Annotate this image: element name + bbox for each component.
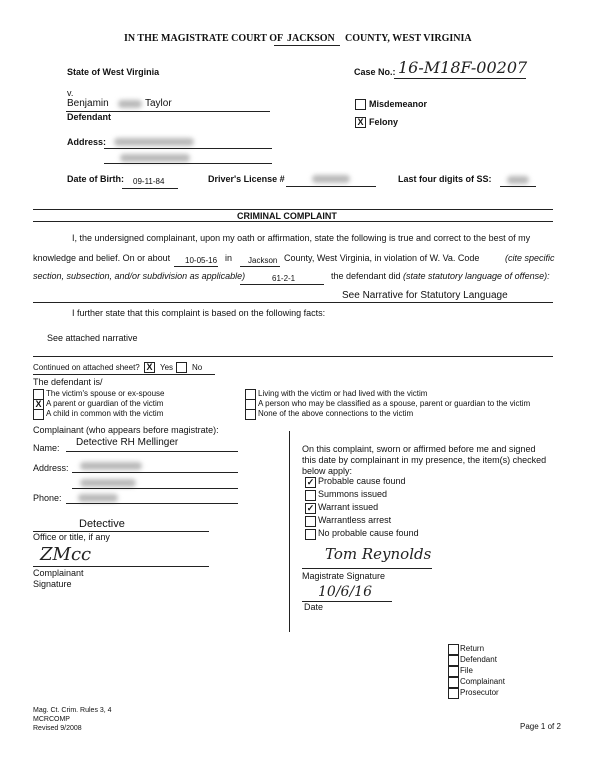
redacted-middle-name — [118, 100, 142, 108]
prosecutor-checkbox[interactable] — [448, 688, 459, 699]
warrant-label: Warrant issued — [318, 502, 379, 512]
offense-county: Jackson — [248, 256, 278, 265]
footer-rules: Mag. Ct. Crim. Rules 3, 4 — [33, 707, 112, 714]
felony-label: Felony — [369, 117, 399, 127]
defendant-did-label: the defendant did — [331, 271, 401, 281]
magistrate-section-divider — [289, 431, 290, 632]
complainant-address-line-1 — [72, 472, 238, 473]
continued-no-checkbox[interactable] — [176, 362, 187, 373]
magistrate-signature-line — [302, 568, 432, 569]
magistrate-date-label: Date — [304, 602, 324, 612]
probable-cause-checkbox[interactable]: ✓ — [306, 477, 315, 487]
title-bottom-rule — [33, 221, 553, 222]
county-underline — [274, 45, 340, 46]
misdemeanor-checkbox[interactable] — [355, 99, 366, 110]
magistrate-signature-label: Magistrate Signature — [302, 571, 386, 581]
child-in-common-checkbox[interactable] — [33, 409, 44, 420]
in-label: in — [225, 253, 233, 263]
complainant-signature-line — [33, 566, 209, 567]
continued-rule — [33, 374, 215, 375]
statutory-line — [33, 302, 553, 303]
complainant-address-line-2 — [72, 488, 238, 489]
complainant-heading: Complainant (who appears before magistrate): — [33, 425, 219, 435]
redacted-complainant-address-1 — [80, 462, 142, 470]
ss-label: Last four digits of SS: — [398, 174, 492, 184]
redacted-ss — [507, 176, 529, 184]
parent-guardian-checkbox[interactable]: X — [33, 399, 44, 410]
case-no-value: 16-M18F-00207 — [398, 58, 528, 77]
subsection-label: section, subsection, and/or subdivision as applicable) — [33, 271, 246, 281]
redacted-license — [312, 175, 350, 183]
warrant-checkbox[interactable]: ✓ — [306, 503, 315, 513]
page-number: Page 1 of 2 — [520, 722, 561, 731]
complainant-phone-label: Phone: — [33, 493, 62, 503]
none-of-above-checkbox[interactable] — [245, 409, 256, 420]
oath-statement: I, the undersigned complainant, upon my oath or affirmation, state the following is true and correct to the best of my — [72, 233, 531, 243]
complainant-copy-label: Complainant — [460, 677, 505, 686]
continued-label: Continued on attached sheet? — [33, 363, 140, 372]
classified-person-label: A person who may be classified as a spouse, parent or guardian to the victim — [258, 399, 531, 408]
file-label: File — [460, 666, 473, 675]
dob-label: Date of Birth: — [67, 174, 124, 184]
summons-label: Summons issued — [318, 489, 388, 499]
on-or-about-label: knowledge and belief. On or about — [33, 253, 171, 263]
ss-line — [500, 186, 536, 187]
defendant-copy-label: Defendant — [460, 655, 497, 664]
complainant-signature-label-2: Signature — [33, 579, 72, 589]
footer-form-id: MCRCOMP — [33, 716, 70, 723]
prosecutor-label: Prosecutor — [460, 688, 499, 697]
defendant-copy-checkbox[interactable] — [448, 655, 459, 666]
redacted-complainant-address-2 — [80, 479, 136, 487]
magistrate-text-3: below apply: — [302, 466, 353, 476]
misdemeanor-label: Misdemeanor — [369, 99, 428, 109]
complainant-name-value: Detective RH Mellinger — [76, 437, 179, 448]
footer-revised: Revised 9/2008 — [33, 725, 82, 732]
none-of-above-label: None of the above connections to the victim — [258, 409, 414, 418]
magistrate-text-1: On this complaint, sworn or affirmed before me and signed — [302, 444, 536, 454]
drivers-license-label: Driver's License # — [208, 174, 285, 184]
magistrate-date-value: 10/6/16 — [318, 584, 372, 600]
file-checkbox[interactable] — [448, 666, 459, 677]
parent-guardian-label: A parent or guardian of the victim — [46, 399, 164, 408]
living-with-label: Living with the victim or had lived with the victim — [258, 389, 428, 398]
magistrate-signature: Tom Reynolds — [325, 545, 432, 563]
warrantless-arrest-label: Warrantless arrest — [318, 515, 392, 525]
code-section-value: 61-2-1 — [272, 274, 296, 283]
redacted-address-1 — [114, 138, 194, 146]
facts-line — [33, 356, 553, 357]
cite-specific-label: (cite specific — [505, 253, 555, 263]
no-label: No — [192, 363, 203, 372]
spouse-label: The victim's spouse or ex-spouse — [46, 389, 165, 398]
complainant-copy-checkbox[interactable] — [448, 677, 459, 688]
continued-yes-checkbox[interactable]: X — [144, 362, 155, 373]
complaint-title: CRIMINAL COMPLAINT — [237, 211, 337, 221]
code-section-line — [240, 284, 324, 285]
facts-value: See attached narrative — [47, 333, 138, 343]
state-label: State of West Virginia — [67, 67, 160, 77]
probable-cause-label: Probable cause found — [318, 476, 406, 486]
facts-label: I further state that this complaint is based on the following facts: — [72, 308, 326, 318]
redacted-address-2 — [120, 154, 190, 162]
address-line-2 — [104, 163, 272, 164]
yes-label: Yes — [160, 363, 174, 372]
summons-checkbox[interactable] — [305, 490, 316, 501]
defendant-last-name: Taylor — [145, 98, 172, 109]
complainant-name-label: Name: — [33, 443, 60, 453]
case-no-label: Case No.: — [354, 67, 396, 77]
office-title-label: Office or title, if any — [33, 532, 110, 542]
no-probable-cause-checkbox[interactable] — [305, 529, 316, 540]
complainant-signature-label-1: Complainant — [33, 568, 84, 578]
court-header-suffix: COUNTY, WEST VIRGINIA — [345, 33, 472, 44]
complainant-name-line — [66, 451, 238, 452]
offense-county-line — [240, 266, 280, 267]
v-label: v. — [67, 88, 74, 98]
address-line-1 — [104, 148, 272, 149]
dob-line — [122, 188, 178, 189]
address-label: Address: — [67, 137, 107, 147]
no-probable-cause-label: No probable cause found — [318, 528, 419, 538]
code-violation-label: County, West Virginia, in violation of W. Va. Code — [284, 253, 480, 263]
child-in-common-label: A child in common with the victim — [46, 409, 164, 418]
offense-date-line — [174, 266, 218, 267]
court-county: JACKSON — [287, 33, 335, 44]
felony-checkbox[interactable]: X — [355, 117, 366, 128]
redacted-complainant-phone — [78, 494, 118, 502]
statutory-language-value: See Narrative for Statutory Language — [342, 290, 508, 301]
complainant-phone-line — [66, 503, 238, 504]
case-no-line — [394, 78, 526, 79]
license-line — [286, 186, 376, 187]
title-top-rule — [33, 209, 553, 210]
statutory-language-label: (state statutory language of offense): — [403, 271, 550, 281]
return-checkbox[interactable] — [448, 644, 459, 655]
dob-value: 09-11-84 — [133, 177, 165, 186]
complainant-title-value: Detective — [79, 518, 125, 530]
court-header-prefix: IN THE MAGISTRATE COURT OF — [124, 33, 284, 44]
complainant-address-label: Address: — [33, 463, 69, 473]
return-label: Return — [460, 644, 485, 653]
relationship-heading: The defendant is/ — [33, 377, 103, 387]
complainant-signature: ZMcc — [40, 544, 92, 565]
warrantless-arrest-checkbox[interactable] — [305, 516, 316, 527]
magistrate-text-2: this date by complainant in my presence, the item(s) checked — [302, 455, 547, 465]
offense-date: 10-05-16 — [185, 256, 218, 265]
defendant-label: Defendant — [67, 112, 112, 122]
defendant-first-name: Benjamin — [67, 98, 109, 109]
